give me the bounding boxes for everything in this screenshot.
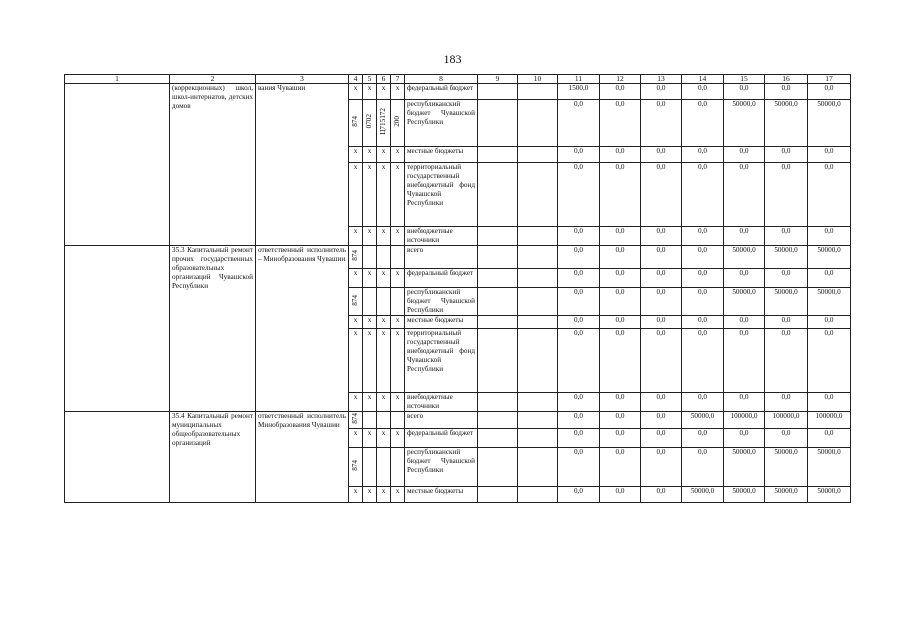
amount-c11: 0,0: [558, 487, 600, 503]
funding-source: федеральный бюджет: [405, 429, 478, 448]
column-number: 3: [256, 75, 349, 84]
amount-c11: 0,0: [558, 227, 600, 246]
amount-c15: 0,0: [724, 429, 765, 448]
empty-cell-col10: [518, 163, 558, 227]
amount-c13: 0,0: [641, 84, 682, 100]
empty-cell-col10: [518, 316, 558, 329]
amount-c15: 0,0: [724, 163, 765, 227]
amount-c13: 0,0: [641, 147, 682, 163]
code-c7: x: [391, 163, 405, 227]
amount-c16: 0,0: [765, 316, 808, 329]
amount-c17: 50000,0: [808, 448, 851, 487]
column-number: 2: [170, 75, 256, 84]
amount-c15: 50000,0: [724, 288, 765, 316]
code-c5: [363, 288, 377, 316]
amount-c13: 0,0: [641, 412, 682, 429]
code-c7: [391, 412, 405, 429]
funding-source: республиканский бюджет Чувашской Республики: [405, 448, 478, 487]
code-c6: x: [377, 163, 391, 227]
amount-c11: 1500,0: [558, 84, 600, 100]
code-c4: x: [349, 393, 363, 412]
code-c6: x: [377, 316, 391, 329]
responsible-executor: вания Чувашии: [256, 84, 349, 246]
column-number: 13: [641, 75, 682, 84]
code-c5: [363, 100, 377, 147]
amount-c12: 0,0: [600, 487, 641, 503]
amount-c16: 50000,0: [765, 246, 808, 269]
amount-c12: 0,0: [600, 448, 641, 487]
measure-name: 35.4 Капитальный ремонт муниципальных общеобразовательных организаций: [170, 412, 256, 503]
funding-source: территориальный государственный внебюджетный фонд Чувашской Республики: [405, 163, 478, 227]
empty-cell-col10: [518, 412, 558, 429]
empty-cell-col9: [478, 448, 518, 487]
amount-c15: 0,0: [724, 227, 765, 246]
amount-c13: 0,0: [641, 393, 682, 412]
responsible-executor: ответственный исполнитель – Минобразования Чувашии: [256, 246, 349, 412]
code-c5: x: [363, 147, 377, 163]
column-number: 12: [600, 75, 641, 84]
amount-c11: 0,0: [558, 316, 600, 329]
code-c4: x: [349, 329, 363, 393]
amount-c16: 50000,0: [765, 448, 808, 487]
code-c7: [391, 100, 405, 147]
column-number: 16: [765, 75, 808, 84]
code-value: 0702: [365, 114, 373, 129]
amount-c16: 0,0: [765, 84, 808, 100]
amount-c13: 0,0: [641, 288, 682, 316]
code-c6: x: [377, 227, 391, 246]
amount-c14: 0,0: [682, 269, 724, 288]
code-c5: [363, 246, 377, 269]
funding-source: федеральный бюджет: [405, 84, 478, 100]
header-row: [65, 75, 851, 84]
amount-c15: 0,0: [724, 393, 765, 412]
amount-c13: 0,0: [641, 227, 682, 246]
amount-c16: 50000,0: [765, 487, 808, 503]
amount-c11: 0,0: [558, 163, 600, 227]
amount-c17: 0,0: [808, 147, 851, 163]
code-c4: x: [349, 429, 363, 448]
code-value: 874: [351, 460, 359, 471]
amount-c14: 0,0: [682, 288, 724, 316]
code-c7: x: [391, 269, 405, 288]
code-c6: x: [377, 84, 391, 100]
column-number: 7: [391, 75, 405, 84]
empty-cell-col10: [518, 100, 558, 147]
funding-source: местные бюджеты: [405, 316, 478, 329]
amount-c16: 0,0: [765, 147, 808, 163]
code-c6: x: [377, 147, 391, 163]
code-value: 874: [351, 116, 359, 127]
code-c7: x: [391, 227, 405, 246]
empty-cell-col9: [478, 100, 518, 147]
amount-c15: 50000,0: [724, 100, 765, 147]
amount-c11: 0,0: [558, 429, 600, 448]
responsible-executor: ответственный исполнитель Минобразования Чувашии: [256, 412, 349, 503]
amount-c11: 0,0: [558, 246, 600, 269]
empty-cell-col10: [518, 288, 558, 316]
amount-c14: 0,0: [682, 100, 724, 147]
column-number: 8: [405, 75, 478, 84]
amount-c15: 0,0: [724, 316, 765, 329]
funding-source: местные бюджеты: [405, 147, 478, 163]
code-c5: x: [363, 163, 377, 227]
measure-name: (коррекционных) школ, школ-интернатов, детских домов: [170, 84, 256, 246]
funding-source: внебюджетные источники: [405, 393, 478, 412]
code-c4: x: [349, 147, 363, 163]
code-c4: [349, 246, 363, 269]
amount-c17: 0,0: [808, 163, 851, 227]
amount-c15: 100000,0: [724, 412, 765, 429]
budget-table: [64, 74, 851, 503]
amount-c12: 0,0: [600, 84, 641, 100]
code-c4: x: [349, 163, 363, 227]
code-c4: [349, 100, 363, 147]
amount-c17: 0,0: [808, 316, 851, 329]
column-number: 1: [65, 75, 170, 84]
amount-c17: 50000,0: [808, 487, 851, 503]
amount-c15: 0,0: [724, 84, 765, 100]
code-value: 874: [351, 413, 359, 424]
amount-c13: 0,0: [641, 246, 682, 269]
amount-c16: 50000,0: [765, 288, 808, 316]
amount-c14: 0,0: [682, 316, 724, 329]
code-value: 874: [351, 294, 359, 306]
code-c7: [391, 288, 405, 316]
code-c7: x: [391, 487, 405, 503]
empty-cell-col9: [478, 393, 518, 412]
amount-c16: 0,0: [765, 393, 808, 412]
amount-c12: 0,0: [600, 100, 641, 147]
amount-c17: 50000,0: [808, 100, 851, 147]
amount-c14: 0,0: [682, 329, 724, 393]
amount-c13: 0,0: [641, 448, 682, 487]
empty-cell-col9: [478, 246, 518, 269]
amount-c14: 0,0: [682, 246, 724, 269]
code-c6: [377, 412, 391, 429]
amount-c15: 0,0: [724, 269, 765, 288]
amount-c14: 0,0: [682, 84, 724, 100]
empty-cell-col10: [518, 487, 558, 503]
amount-c11: 0,0: [558, 329, 600, 393]
amount-c17: 50000,0: [808, 246, 851, 269]
amount-c12: 0,0: [600, 246, 641, 269]
amount-c11: 0,0: [558, 412, 600, 429]
amount-c13: 0,0: [641, 163, 682, 227]
amount-c13: 0,0: [641, 487, 682, 503]
code-c5: x: [363, 487, 377, 503]
amount-c11: 0,0: [558, 393, 600, 412]
code-c4: x: [349, 84, 363, 100]
amount-c12: 0,0: [600, 393, 641, 412]
code-c4: x: [349, 269, 363, 288]
amount-c14: 0,0: [682, 429, 724, 448]
amount-c12: 0,0: [600, 412, 641, 429]
amount-c14: 0,0: [682, 147, 724, 163]
column-number: 6: [377, 75, 391, 84]
empty-cell-col1: [65, 246, 170, 412]
column-number: 10: [518, 75, 558, 84]
empty-cell-col10: [518, 269, 558, 288]
code-c4: x: [349, 487, 363, 503]
amount-c17: 100000,0: [808, 412, 851, 429]
page-number: 183: [443, 52, 462, 66]
code-c5: [363, 412, 377, 429]
funding-source: территориальный государственный внебюджетный фонд Чувашской Республики: [405, 329, 478, 393]
code-c6: [377, 448, 391, 487]
table-row: [65, 84, 851, 100]
column-number: 5: [363, 75, 377, 84]
code-c7: x: [391, 84, 405, 100]
empty-cell-col9: [478, 84, 518, 100]
funding-source: республиканский бюджет Чувашской Республики: [405, 288, 478, 316]
funding-source: республиканский бюджет Чувашской Республики: [405, 100, 478, 147]
empty-cell-col9: [478, 487, 518, 503]
column-number: 14: [682, 75, 724, 84]
amount-c16: 50000,0: [765, 100, 808, 147]
code-c5: x: [363, 269, 377, 288]
amount-c17: 0,0: [808, 269, 851, 288]
amount-c13: 0,0: [641, 100, 682, 147]
amount-c11: 0,0: [558, 100, 600, 147]
code-c4: [349, 412, 363, 429]
funding-source: федеральный бюджет: [405, 269, 478, 288]
code-c4: x: [349, 227, 363, 246]
code-c7: x: [391, 316, 405, 329]
code-c5: x: [363, 329, 377, 393]
code-c5: x: [363, 316, 377, 329]
amount-c16: 100000,0: [765, 412, 808, 429]
amount-c12: 0,0: [600, 163, 641, 227]
code-c6: [377, 246, 391, 269]
column-number: 17: [808, 75, 851, 84]
empty-cell-col9: [478, 288, 518, 316]
empty-cell-col10: [518, 84, 558, 100]
code-c5: x: [363, 393, 377, 412]
amount-c16: 0,0: [765, 329, 808, 393]
code-c5: [363, 448, 377, 487]
empty-cell-col10: [518, 147, 558, 163]
empty-cell-col10: [518, 393, 558, 412]
funding-source: местные бюджеты: [405, 487, 478, 503]
amount-c12: 0,0: [600, 147, 641, 163]
empty-cell-col10: [518, 429, 558, 448]
code-c6: x: [377, 329, 391, 393]
amount-c12: 0,0: [600, 227, 641, 246]
empty-cell-col9: [478, 429, 518, 448]
amount-c15: 0,0: [724, 147, 765, 163]
amount-c15: 50000,0: [724, 448, 765, 487]
amount-c12: 0,0: [600, 316, 641, 329]
column-number: 4: [349, 75, 363, 84]
code-c5: x: [363, 84, 377, 100]
amount-c17: 0,0: [808, 84, 851, 100]
amount-c11: 0,0: [558, 448, 600, 487]
amount-c17: 50000,0: [808, 288, 851, 316]
amount-c16: 0,0: [765, 163, 808, 227]
empty-cell-col9: [478, 329, 518, 393]
amount-c13: 0,0: [641, 329, 682, 393]
code-c6: x: [377, 393, 391, 412]
amount-c14: 0,0: [682, 227, 724, 246]
empty-cell-col1: [65, 84, 170, 246]
amount-c13: 0,0: [641, 316, 682, 329]
empty-cell-col9: [478, 147, 518, 163]
funding-source: всего: [405, 246, 478, 269]
amount-c17: 0,0: [808, 329, 851, 393]
amount-c15: 50000,0: [724, 246, 765, 269]
empty-cell-col1: [65, 412, 170, 503]
code-c7: [391, 246, 405, 269]
funding-source: внебюджетные источники: [405, 227, 478, 246]
amount-c17: 0,0: [808, 429, 851, 448]
column-number: 15: [724, 75, 765, 84]
code-c6: [377, 288, 391, 316]
amount-c14: 50000,0: [682, 487, 724, 503]
code-c7: x: [391, 147, 405, 163]
amount-c15: 0,0: [724, 329, 765, 393]
empty-cell-col10: [518, 329, 558, 393]
code-c4: [349, 448, 363, 487]
code-c6: x: [377, 487, 391, 503]
empty-cell-col9: [478, 227, 518, 246]
amount-c14: 50000,0: [682, 412, 724, 429]
amount-c16: 0,0: [765, 269, 808, 288]
empty-cell-col10: [518, 448, 558, 487]
empty-cell-col10: [518, 227, 558, 246]
amount-c12: 0,0: [600, 269, 641, 288]
amount-c14: 0,0: [682, 448, 724, 487]
code-c7: x: [391, 393, 405, 412]
amount-c14: 0,0: [682, 393, 724, 412]
amount-c17: 0,0: [808, 393, 851, 412]
empty-cell-col9: [478, 163, 518, 227]
code-c4: x: [349, 316, 363, 329]
code-c6: x: [377, 429, 391, 448]
column-number: 9: [478, 75, 518, 84]
code-value: Ц715172: [379, 108, 387, 135]
amount-c16: 0,0: [765, 227, 808, 246]
funding-source: всего: [405, 412, 478, 429]
code-c4: [349, 288, 363, 316]
empty-cell-col9: [478, 412, 518, 429]
measure-name: 35.3 Капитальный ремонт прочих государственных образовательных организаций Чувашской Республики: [170, 246, 256, 412]
empty-cell-col9: [478, 316, 518, 329]
amount-c11: 0,0: [558, 269, 600, 288]
code-c5: x: [363, 429, 377, 448]
code-value: 874: [351, 250, 359, 261]
amount-c12: 0,0: [600, 329, 641, 393]
code-c6: [377, 100, 391, 147]
amount-c12: 0,0: [600, 288, 641, 316]
empty-cell-col10: [518, 246, 558, 269]
code-c7: x: [391, 429, 405, 448]
table-row: [65, 246, 851, 269]
amount-c16: 0,0: [765, 429, 808, 448]
amount-c13: 0,0: [641, 269, 682, 288]
code-c6: x: [377, 269, 391, 288]
table-row: [65, 412, 851, 429]
code-value: 200: [393, 116, 401, 127]
amount-c11: 0,0: [558, 147, 600, 163]
column-number: 11: [558, 75, 600, 84]
amount-c11: 0,0: [558, 288, 600, 316]
code-c7: x: [391, 329, 405, 393]
code-c7: [391, 448, 405, 487]
amount-c14: 0,0: [682, 163, 724, 227]
amount-c13: 0,0: [641, 429, 682, 448]
amount-c15: 50000,0: [724, 487, 765, 503]
code-c5: x: [363, 227, 377, 246]
amount-c17: 0,0: [808, 227, 851, 246]
amount-c12: 0,0: [600, 429, 641, 448]
empty-cell-col9: [478, 269, 518, 288]
